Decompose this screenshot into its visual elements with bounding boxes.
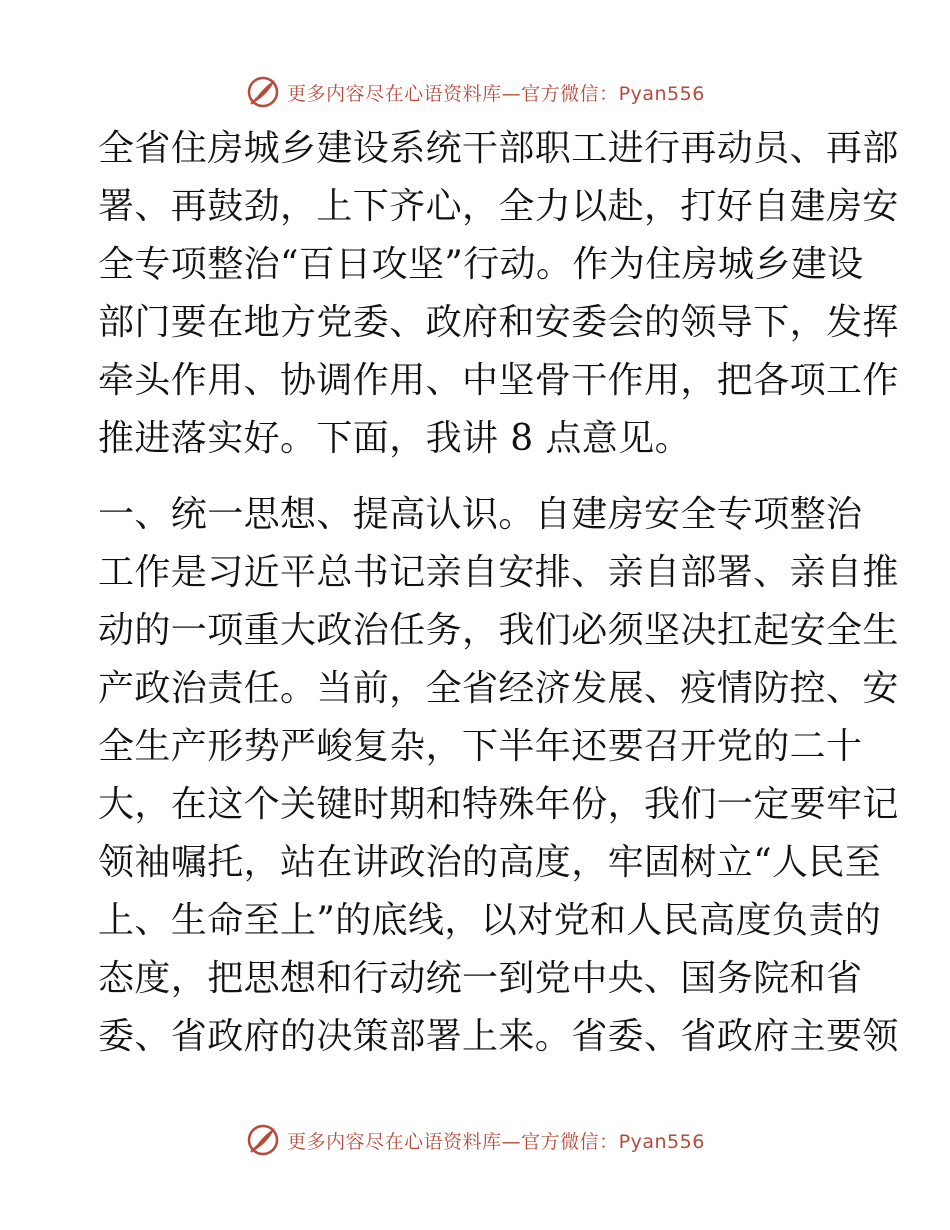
body-line: 上、生命至上”的底线，以对党和人民高度负责的 <box>98 900 882 941</box>
body-line: 署、再鼓劲，上下齐心，全力以赴，打好自建房安 <box>98 186 899 227</box>
body-line: 全专项整治“百日攻坚”行动。作为住房城乡建设 <box>98 244 864 285</box>
body-line: 牵头作用、协调作用、中坚骨干作用，把各项工作 <box>98 360 899 401</box>
body-line: 态度，把思想和行动统一到党中央、国务院和省 <box>98 958 863 999</box>
body-line: 领袖嘱托，站在讲政治的高度，牢固树立“人民至 <box>98 842 882 883</box>
feather-pen-icon <box>245 74 281 110</box>
watermark-text: 更多内容尽在心语资料库—官方微信：Pyan556 <box>287 82 705 105</box>
body-line: 大，在这个关键时期和特殊年份，我们一定要牢记 <box>98 784 899 825</box>
footer-watermark <box>0 1122 950 1158</box>
header-watermark <box>0 74 950 110</box>
body-line: 动的一项重大政治任务，我们必须坚决扛起安全生 <box>98 610 899 651</box>
body-line: 全省住房城乡建设系统干部职工进行再动员、再部 <box>98 128 899 169</box>
body-line: 部门要在地方党委、政府和安委会的领导下，发挥 <box>98 302 899 343</box>
watermark-text: 更多内容尽在心语资料库—官方微信：Pyan556 <box>287 1130 705 1153</box>
feather-pen-icon <box>245 1122 281 1158</box>
body-line: 工作是习近平总书记亲自安排、亲自部署、亲自推 <box>98 552 899 593</box>
body-line: 产政治责任。当前，全省经济发展、疫情防控、安 <box>98 668 899 709</box>
body-line: 全生产形势严峻复杂，下半年还要召开党的二十 <box>98 726 863 767</box>
body-line: 委、省政府的决策部署上来。省委、省政府主要领 <box>98 1016 899 1057</box>
section-heading-line: 一、统一思想、提高认识。自建房安全专项整治 <box>98 494 863 535</box>
body-line: 推进落实好。下面，我讲 8 点意见。 <box>98 418 691 459</box>
